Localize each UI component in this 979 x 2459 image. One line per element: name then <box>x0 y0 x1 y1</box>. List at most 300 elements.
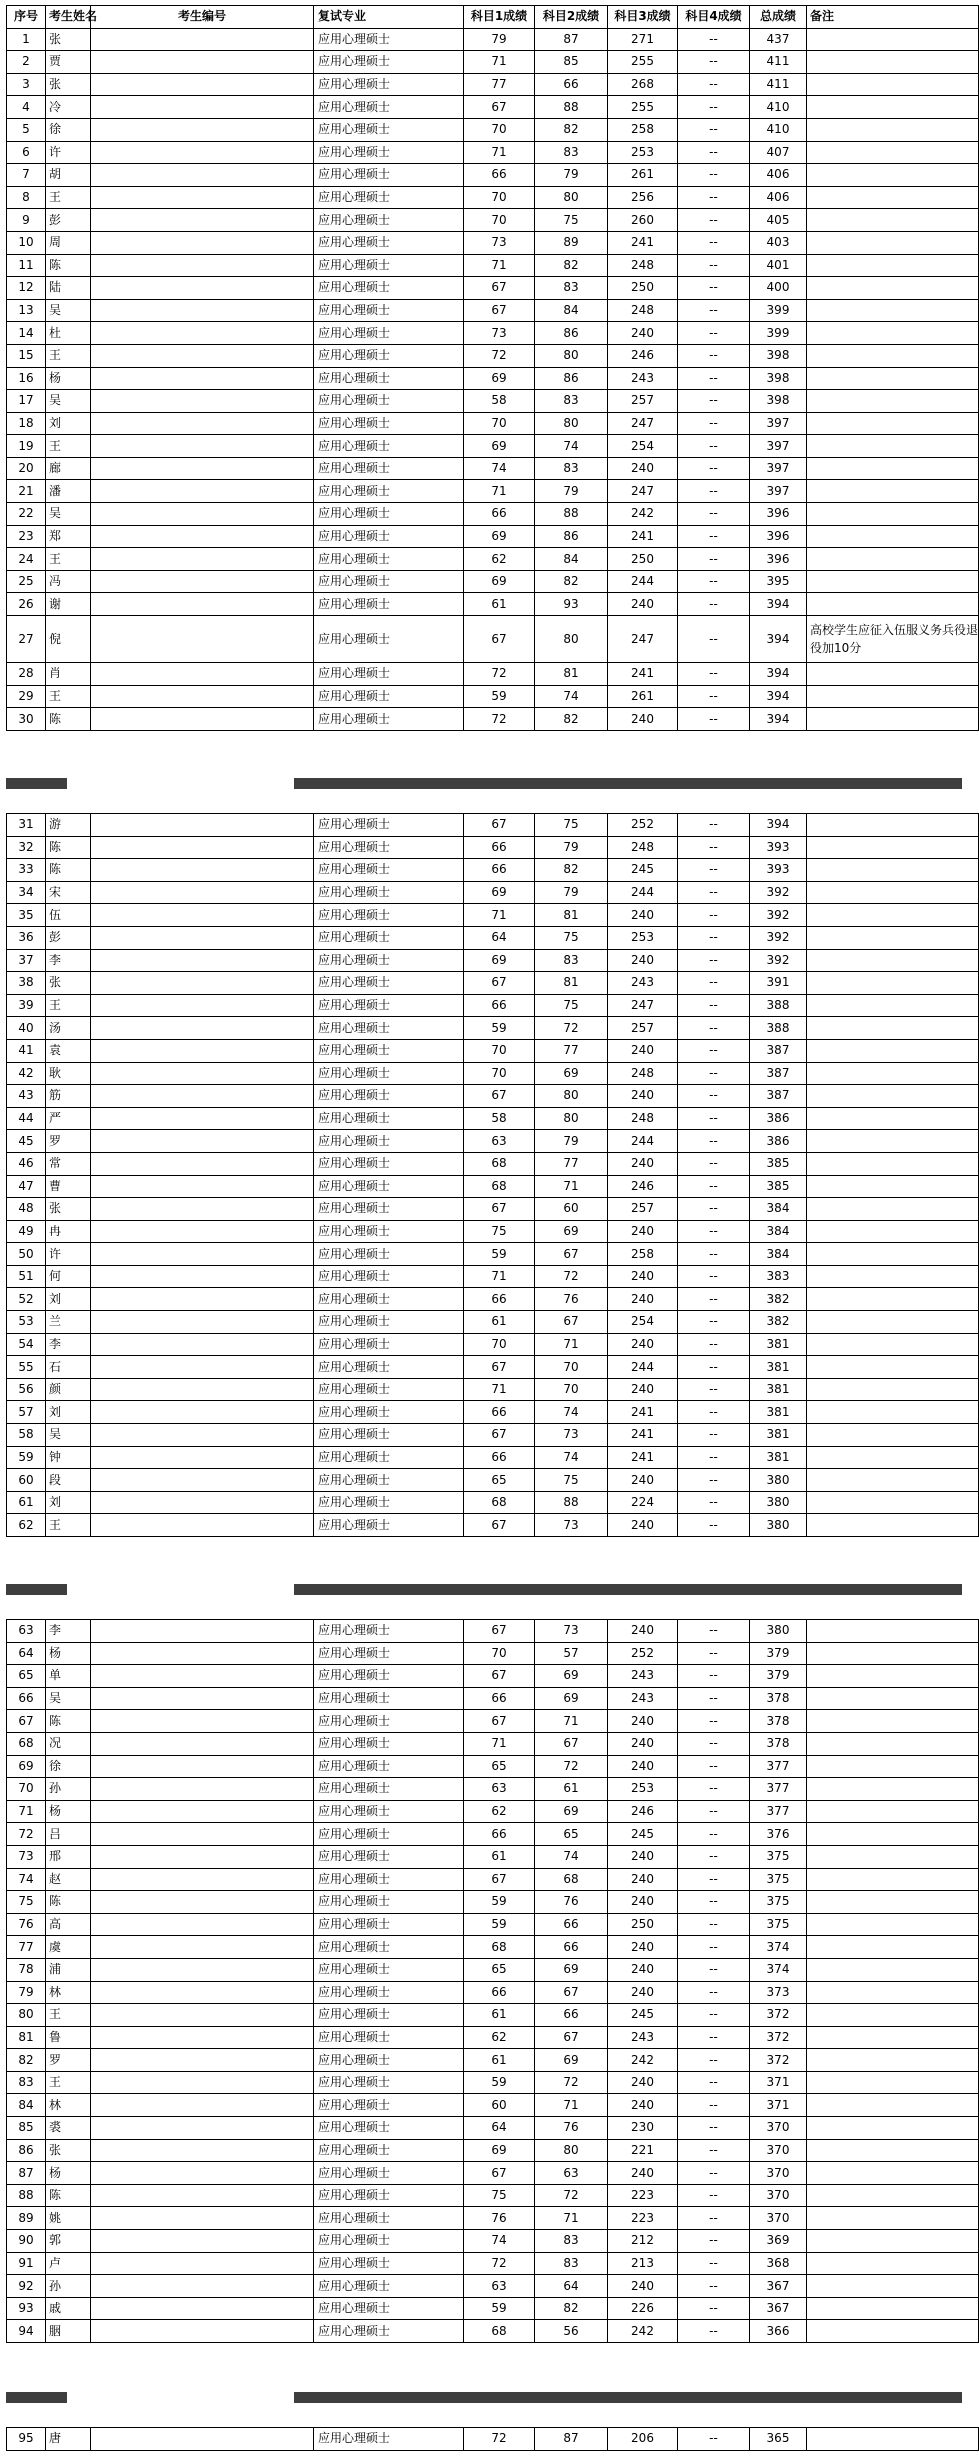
table-row <box>7 1424 979 1447</box>
cell-s1: 75 <box>464 1220 535 1243</box>
table-row <box>7 1243 979 1266</box>
cell-s1: 59 <box>464 2071 535 2094</box>
cell-id-redacted <box>91 1333 314 1356</box>
cell-s4: -- <box>678 548 750 571</box>
cell-name: 刘 <box>46 1288 91 1311</box>
column-header-total: 总成绩 <box>750 6 807 29</box>
table-row <box>7 685 979 708</box>
cell-id-redacted <box>91 859 314 882</box>
cell-major: 应用心理硕士 <box>314 2162 464 2185</box>
cell-s4: -- <box>678 1823 750 1846</box>
cell-seq: 15 <box>7 344 46 367</box>
cell-total: 405 <box>750 209 807 232</box>
cell-s2: 80 <box>535 1085 608 1108</box>
cell-id-redacted <box>91 2094 314 2117</box>
table-row <box>7 1665 979 1688</box>
table-row <box>7 2162 979 2185</box>
cell-s4: -- <box>678 2139 750 2162</box>
cell-total: 381 <box>750 1401 807 1424</box>
cell-note <box>807 685 979 708</box>
cell-name: 廊 <box>46 457 91 480</box>
cell-id-redacted <box>91 2297 314 2320</box>
cell-s2: 79 <box>535 164 608 187</box>
cell-s2: 67 <box>535 1311 608 1334</box>
cell-note <box>807 972 979 995</box>
cell-note <box>807 2230 979 2253</box>
table-row <box>7 548 979 571</box>
cell-name: 常 <box>46 1152 91 1175</box>
cell-s1: 71 <box>464 1265 535 1288</box>
cell-id-redacted <box>91 367 314 390</box>
table-row <box>7 1039 979 1062</box>
cell-note <box>807 503 979 526</box>
cell-seq: 58 <box>7 1424 46 1447</box>
cell-seq: 10 <box>7 231 46 254</box>
cell-name: 赵 <box>46 1868 91 1891</box>
cell-s2: 77 <box>535 1039 608 1062</box>
cell-id-redacted <box>91 1665 314 1688</box>
table-row <box>7 1356 979 1379</box>
cell-seq: 48 <box>7 1198 46 1221</box>
cell-name: 陈 <box>46 859 91 882</box>
cell-s2: 69 <box>535 1665 608 1688</box>
cell-seq: 59 <box>7 1446 46 1469</box>
table-row <box>7 1823 979 1846</box>
cell-note <box>807 1687 979 1710</box>
cell-s1: 66 <box>464 503 535 526</box>
cell-id-redacted <box>91 344 314 367</box>
cell-s4: -- <box>678 1378 750 1401</box>
cell-s1: 65 <box>464 1958 535 1981</box>
page-break-bar <box>6 2392 67 2403</box>
column-header-name: 考生姓名 <box>46 6 91 29</box>
cell-s4: -- <box>678 1732 750 1755</box>
cell-total: 406 <box>750 164 807 187</box>
cell-seq: 26 <box>7 593 46 616</box>
cell-name: 宋 <box>46 881 91 904</box>
cell-note <box>807 367 979 390</box>
cell-name: 王 <box>46 548 91 571</box>
cell-note <box>807 1936 979 1959</box>
cell-major: 应用心理硕士 <box>314 299 464 322</box>
cell-total: 377 <box>750 1755 807 1778</box>
cell-id-redacted <box>91 118 314 141</box>
cell-total: 370 <box>750 2162 807 2185</box>
cell-name: 杜 <box>46 322 91 345</box>
cell-name: 浦 <box>46 1958 91 1981</box>
cell-note: 高校学生应征入伍服义务兵役退役加10分 <box>807 616 979 663</box>
cell-name: 王 <box>46 186 91 209</box>
cell-name: 鲁 <box>46 2026 91 2049</box>
cell-s1: 66 <box>464 1446 535 1469</box>
cell-s3: 240 <box>608 1732 678 1755</box>
table-header-row <box>7 6 979 29</box>
cell-s2: 69 <box>535 1800 608 1823</box>
cell-name: 胭 <box>46 2320 91 2343</box>
cell-major: 应用心理硕士 <box>314 1378 464 1401</box>
cell-id-redacted <box>91 1220 314 1243</box>
cell-name: 段 <box>46 1469 91 1492</box>
table-row <box>7 1710 979 1733</box>
score-table <box>6 1619 979 2343</box>
cell-s3: 252 <box>608 1642 678 1665</box>
table-row <box>7 435 979 458</box>
table-row <box>7 814 979 837</box>
cell-s3: 241 <box>608 1424 678 1447</box>
cell-id-redacted <box>91 1198 314 1221</box>
cell-s2: 93 <box>535 593 608 616</box>
cell-id-redacted <box>91 1891 314 1914</box>
cell-name: 王 <box>46 435 91 458</box>
cell-note <box>807 525 979 548</box>
cell-name: 林 <box>46 1981 91 2004</box>
score-table <box>6 813 979 1537</box>
cell-name: 袁 <box>46 1039 91 1062</box>
cell-s2: 80 <box>535 412 608 435</box>
cell-total: 394 <box>750 814 807 837</box>
cell-seq: 77 <box>7 1936 46 1959</box>
cell-s1: 67 <box>464 1356 535 1379</box>
cell-s1: 68 <box>464 1175 535 1198</box>
cell-s3: 243 <box>608 2026 678 2049</box>
cell-name: 吴 <box>46 299 91 322</box>
cell-s4: -- <box>678 457 750 480</box>
cell-id-redacted <box>91 2230 314 2253</box>
cell-s3: 255 <box>608 51 678 74</box>
cell-s1: 61 <box>464 1311 535 1334</box>
cell-s2: 76 <box>535 1891 608 1914</box>
cell-s2: 82 <box>535 859 608 882</box>
cell-major: 应用心理硕士 <box>314 2117 464 2140</box>
cell-major: 应用心理硕士 <box>314 1491 464 1514</box>
table-row <box>7 2184 979 2207</box>
cell-s3: 240 <box>608 708 678 731</box>
cell-s4: -- <box>678 1265 750 1288</box>
cell-id-redacted <box>91 390 314 413</box>
cell-s1: 66 <box>464 1288 535 1311</box>
cell-s3: 258 <box>608 118 678 141</box>
cell-s4: -- <box>678 2071 750 2094</box>
cell-major: 应用心理硕士 <box>314 1288 464 1311</box>
cell-s2: 79 <box>535 480 608 503</box>
cell-name: 刘 <box>46 412 91 435</box>
cell-s1: 67 <box>464 616 535 663</box>
cell-total: 372 <box>750 2049 807 2072</box>
cell-major: 应用心理硕士 <box>314 1732 464 1755</box>
cell-s2: 73 <box>535 1514 608 1537</box>
cell-name: 颜 <box>46 1378 91 1401</box>
cell-total: 380 <box>750 1620 807 1643</box>
cell-s1: 71 <box>464 904 535 927</box>
cell-s1: 76 <box>464 2207 535 2230</box>
cell-seq: 56 <box>7 1378 46 1401</box>
cell-total: 398 <box>750 367 807 390</box>
cell-note <box>807 1175 979 1198</box>
cell-seq: 67 <box>7 1710 46 1733</box>
cell-s3: 244 <box>608 570 678 593</box>
cell-s3: 244 <box>608 1130 678 1153</box>
cell-s3: 248 <box>608 1107 678 1130</box>
cell-major: 应用心理硕士 <box>314 1936 464 1959</box>
cell-s1: 69 <box>464 570 535 593</box>
table-row <box>7 926 979 949</box>
cell-name: 单 <box>46 1665 91 1688</box>
table-row <box>7 1175 979 1198</box>
cell-s4: -- <box>678 209 750 232</box>
cell-s1: 73 <box>464 231 535 254</box>
cell-s4: -- <box>678 277 750 300</box>
cell-major: 应用心理硕士 <box>314 2252 464 2275</box>
cell-s2: 70 <box>535 1378 608 1401</box>
cell-s3: 206 <box>608 2428 678 2451</box>
cell-s2: 80 <box>535 2139 608 2162</box>
cell-note <box>807 2275 979 2298</box>
cell-id-redacted <box>91 1311 314 1334</box>
cell-s4: -- <box>678 2297 750 2320</box>
cell-s4: -- <box>678 616 750 663</box>
cell-note <box>807 2320 979 2343</box>
cell-s4: -- <box>678 949 750 972</box>
cell-major: 应用心理硕士 <box>314 1620 464 1643</box>
table-row <box>7 1152 979 1175</box>
table-row <box>7 2094 979 2117</box>
cell-s1: 67 <box>464 814 535 837</box>
cell-seq: 62 <box>7 1514 46 1537</box>
cell-seq: 91 <box>7 2252 46 2275</box>
cell-total: 397 <box>750 435 807 458</box>
cell-s2: 71 <box>535 1333 608 1356</box>
cell-seq: 85 <box>7 2117 46 2140</box>
cell-s3: 223 <box>608 2207 678 2230</box>
cell-major: 应用心理硕士 <box>314 1039 464 1062</box>
cell-s1: 68 <box>464 1936 535 1959</box>
score-table <box>6 5 979 731</box>
cell-note <box>807 480 979 503</box>
column-header-s4: 科目4成绩 <box>678 6 750 29</box>
cell-name: 郭 <box>46 2230 91 2253</box>
cell-major: 应用心理硕士 <box>314 1107 464 1130</box>
cell-id-redacted <box>91 2139 314 2162</box>
cell-major: 应用心理硕士 <box>314 96 464 119</box>
cell-major: 应用心理硕士 <box>314 2184 464 2207</box>
cell-seq: 49 <box>7 1220 46 1243</box>
cell-name: 杨 <box>46 367 91 390</box>
table-row <box>7 1220 979 1243</box>
cell-seq: 16 <box>7 367 46 390</box>
cell-s2: 84 <box>535 299 608 322</box>
cell-major: 应用心理硕士 <box>314 1642 464 1665</box>
cell-s3: 240 <box>608 593 678 616</box>
cell-s1: 62 <box>464 2026 535 2049</box>
cell-id-redacted <box>91 412 314 435</box>
cell-name: 筋 <box>46 1085 91 1108</box>
cell-seq: 13 <box>7 299 46 322</box>
cell-s4: -- <box>678 2320 750 2343</box>
cell-note <box>807 1152 979 1175</box>
cell-s1: 58 <box>464 390 535 413</box>
cell-id-redacted <box>91 1823 314 1846</box>
cell-id-redacted <box>91 435 314 458</box>
cell-name: 唐 <box>46 2428 91 2451</box>
cell-seq: 63 <box>7 1620 46 1643</box>
cell-seq: 9 <box>7 209 46 232</box>
table-row <box>7 2207 979 2230</box>
table-row <box>7 1469 979 1492</box>
cell-note <box>807 1378 979 1401</box>
cell-s2: 82 <box>535 2297 608 2320</box>
cell-seq: 64 <box>7 1642 46 1665</box>
cell-total: 381 <box>750 1424 807 1447</box>
cell-s1: 67 <box>464 2162 535 2185</box>
cell-s3: 241 <box>608 1401 678 1424</box>
cell-s2: 83 <box>535 277 608 300</box>
cell-s1: 66 <box>464 1981 535 2004</box>
cell-s3: 254 <box>608 1311 678 1334</box>
cell-s2: 61 <box>535 1778 608 1801</box>
cell-s4: -- <box>678 1288 750 1311</box>
cell-total: 400 <box>750 277 807 300</box>
cell-s2: 82 <box>535 708 608 731</box>
cell-note <box>807 570 979 593</box>
cell-total: 386 <box>750 1107 807 1130</box>
cell-s1: 70 <box>464 1062 535 1085</box>
table-row <box>7 28 979 51</box>
cell-name: 罗 <box>46 2049 91 2072</box>
cell-s1: 64 <box>464 2117 535 2140</box>
cell-major: 应用心理硕士 <box>314 1220 464 1243</box>
cell-s1: 79 <box>464 28 535 51</box>
cell-s4: -- <box>678 1491 750 1514</box>
cell-id-redacted <box>91 1424 314 1447</box>
cell-s1: 69 <box>464 881 535 904</box>
cell-s2: 87 <box>535 2428 608 2451</box>
cell-id-redacted <box>91 2320 314 2343</box>
cell-name: 姚 <box>46 2207 91 2230</box>
score-table-block-2 <box>6 813 960 1537</box>
page-break-bar <box>6 778 67 789</box>
cell-name: 严 <box>46 1107 91 1130</box>
table-row <box>7 2320 979 2343</box>
cell-name: 伍 <box>46 904 91 927</box>
cell-total: 375 <box>750 1891 807 1914</box>
cell-note <box>807 231 979 254</box>
cell-s4: -- <box>678 28 750 51</box>
cell-s2: 80 <box>535 344 608 367</box>
cell-s3: 254 <box>608 435 678 458</box>
cell-s3: 240 <box>608 1514 678 1537</box>
cell-total: 398 <box>750 344 807 367</box>
cell-total: 392 <box>750 949 807 972</box>
cell-major: 应用心理硕士 <box>314 881 464 904</box>
cell-s4: -- <box>678 1085 750 1108</box>
cell-s4: -- <box>678 186 750 209</box>
cell-seq: 57 <box>7 1401 46 1424</box>
cell-s2: 82 <box>535 254 608 277</box>
cell-id-redacted <box>91 186 314 209</box>
cell-name: 虞 <box>46 1936 91 1959</box>
cell-s2: 69 <box>535 1687 608 1710</box>
cell-major: 应用心理硕士 <box>314 1175 464 1198</box>
cell-s4: -- <box>678 708 750 731</box>
cell-major: 应用心理硕士 <box>314 685 464 708</box>
cell-s1: 63 <box>464 1778 535 1801</box>
cell-id-redacted <box>91 994 314 1017</box>
cell-major: 应用心理硕士 <box>314 1800 464 1823</box>
cell-s2: 72 <box>535 1017 608 1040</box>
cell-s4: -- <box>678 73 750 96</box>
cell-s2: 80 <box>535 1107 608 1130</box>
cell-seq: 75 <box>7 1891 46 1914</box>
cell-major: 应用心理硕士 <box>314 2026 464 2049</box>
cell-s3: 240 <box>608 457 678 480</box>
cell-seq: 38 <box>7 972 46 995</box>
cell-s2: 83 <box>535 949 608 972</box>
table-row <box>7 616 979 663</box>
cell-seq: 95 <box>7 2428 46 2451</box>
cell-note <box>807 1732 979 1755</box>
cell-note <box>807 1446 979 1469</box>
cell-s1: 74 <box>464 2230 535 2253</box>
cell-id-redacted <box>91 1620 314 1643</box>
cell-note <box>807 1958 979 1981</box>
cell-seq: 8 <box>7 186 46 209</box>
cell-name: 陈 <box>46 708 91 731</box>
cell-s1: 66 <box>464 1401 535 1424</box>
cell-total: 368 <box>750 2252 807 2275</box>
cell-name: 高 <box>46 1913 91 1936</box>
cell-major: 应用心理硕士 <box>314 836 464 859</box>
cell-s2: 74 <box>535 685 608 708</box>
cell-name: 许 <box>46 141 91 164</box>
table-row <box>7 2428 979 2451</box>
table-row <box>7 2004 979 2027</box>
cell-major: 应用心理硕士 <box>314 390 464 413</box>
cell-name: 张 <box>46 28 91 51</box>
cell-note <box>807 1800 979 1823</box>
cell-id-redacted <box>91 2184 314 2207</box>
cell-total: 384 <box>750 1198 807 1221</box>
cell-major: 应用心理硕士 <box>314 1311 464 1334</box>
cell-note <box>807 2428 979 2451</box>
cell-s1: 67 <box>464 1710 535 1733</box>
cell-s3: 240 <box>608 1710 678 1733</box>
cell-s2: 72 <box>535 1265 608 1288</box>
table-row <box>7 1446 979 1469</box>
table-row <box>7 1981 979 2004</box>
cell-major: 应用心理硕士 <box>314 926 464 949</box>
cell-id-redacted <box>91 209 314 232</box>
score-table-block-4 <box>6 2427 960 2451</box>
cell-s1: 59 <box>464 1243 535 1266</box>
cell-s1: 69 <box>464 367 535 390</box>
cell-note <box>807 118 979 141</box>
cell-s3: 240 <box>608 2071 678 2094</box>
cell-seq: 37 <box>7 949 46 972</box>
cell-s2: 88 <box>535 503 608 526</box>
cell-s2: 79 <box>535 836 608 859</box>
cell-s4: -- <box>678 663 750 686</box>
cell-s1: 72 <box>464 344 535 367</box>
cell-s1: 73 <box>464 322 535 345</box>
cell-name: 张 <box>46 73 91 96</box>
cell-s3: 245 <box>608 2004 678 2027</box>
table-row <box>7 1265 979 1288</box>
cell-s1: 67 <box>464 972 535 995</box>
cell-seq: 1 <box>7 28 46 51</box>
cell-s4: -- <box>678 1017 750 1040</box>
table-row <box>7 836 979 859</box>
cell-major: 应用心理硕士 <box>314 503 464 526</box>
